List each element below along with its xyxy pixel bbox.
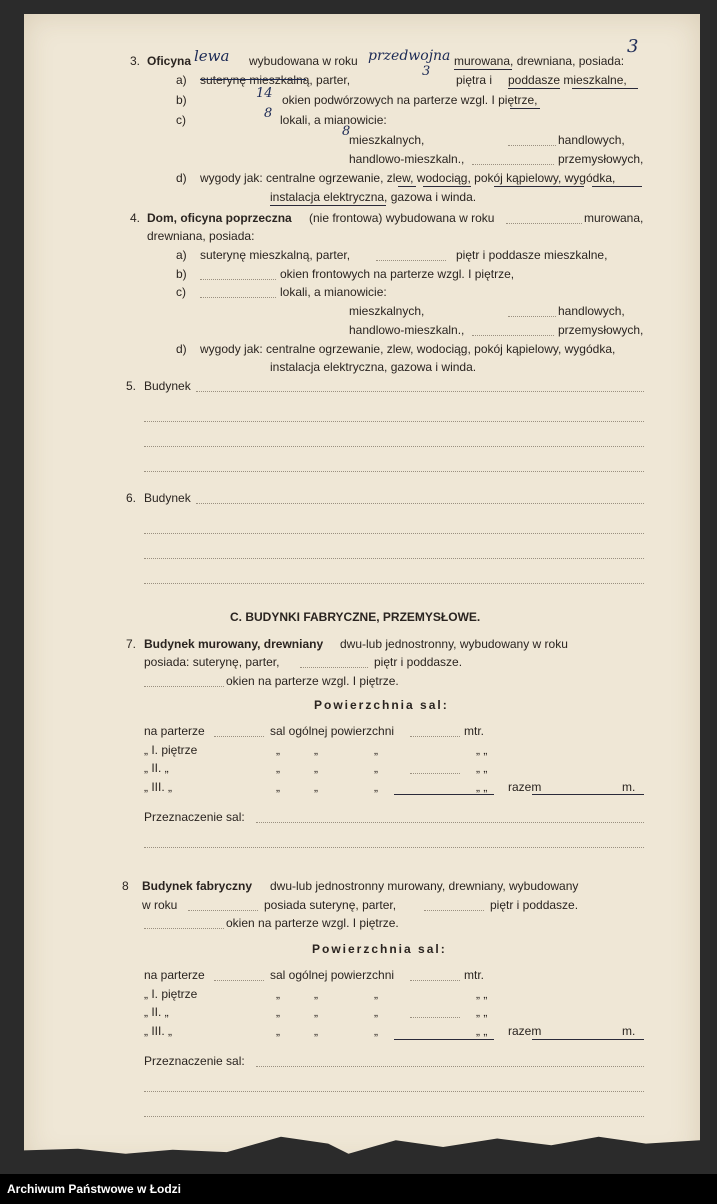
fill-line xyxy=(410,773,460,774)
text: sal ogólnej powierzchni xyxy=(270,968,395,982)
section-number: 8 xyxy=(122,879,129,893)
fill-line xyxy=(256,1066,644,1067)
text: sal ogólnej powierzchni xyxy=(270,724,395,738)
unit: m. xyxy=(622,780,636,794)
label: razem xyxy=(508,780,542,794)
section-title: Budynek fabryczny xyxy=(142,879,253,893)
ditto: „ xyxy=(374,987,378,1001)
text: posiada: suterynę, parter, xyxy=(144,655,280,669)
archive-credit: Archiwum Państwowe w Łodzi xyxy=(7,1182,182,1196)
item-label: c) xyxy=(176,285,186,299)
ditto: „ xyxy=(276,761,280,775)
text: instalacja elektryczna, gazowa i winda. xyxy=(270,360,477,374)
item-label: b) xyxy=(176,267,187,281)
ditto: „ xyxy=(276,987,280,1001)
fill-line xyxy=(144,1116,644,1117)
underline xyxy=(454,69,512,70)
footer-bar xyxy=(0,1174,717,1204)
ditto: „ xyxy=(374,1005,378,1019)
text: piętra i xyxy=(456,73,493,87)
section-title: Oficyna xyxy=(147,54,192,68)
ditto: „ „ xyxy=(476,780,488,794)
ditto: „ xyxy=(276,1005,280,1019)
fill-line xyxy=(144,533,644,534)
label: Przeznaczenie sal: xyxy=(144,1054,245,1068)
row-label: na parterze xyxy=(144,724,205,738)
document-page xyxy=(24,14,700,1164)
unit: mtr. xyxy=(464,724,484,738)
handwritten-field: 8 xyxy=(342,124,351,139)
section-title: Budynek murowany, drewniany xyxy=(144,637,324,651)
underline xyxy=(494,186,584,187)
text: dwu-lub jednostronny murowany, drewniany, wybudowany xyxy=(270,879,579,893)
text: wygody jak: centralne ogrzewanie, zlew, wodociąg, pokój kąpielowy, wygódka, xyxy=(200,342,616,356)
row-label: „ II. „ xyxy=(144,761,169,775)
unit: m. xyxy=(622,1024,636,1038)
text: wybudowana w roku xyxy=(249,54,358,68)
fill-line xyxy=(508,316,556,317)
ditto: „ xyxy=(276,1024,280,1038)
underline xyxy=(510,108,540,109)
text: okien na parterze wzgl. I piętrze. xyxy=(226,916,399,930)
ditto: „ xyxy=(314,743,318,757)
text: lokali, a mianowicie: xyxy=(280,113,387,127)
text: suterynę mieszkalną, parter, xyxy=(200,248,351,262)
handwritten-field: 3 xyxy=(422,64,431,79)
section-heading: C. BUDYNKI FABRYCZNE, PRZEMYSŁOWE. xyxy=(230,610,481,624)
ditto: „ „ xyxy=(476,1005,488,1019)
section-number: 4. xyxy=(130,211,141,225)
fill-line xyxy=(200,297,276,298)
ditto: „ xyxy=(374,1024,378,1038)
fill-line xyxy=(196,503,644,504)
text: drewniana, posiada: xyxy=(147,229,255,243)
text: murowana, xyxy=(584,211,644,225)
fill-line xyxy=(144,446,644,447)
fill-line xyxy=(256,822,644,823)
fill-line xyxy=(410,980,460,981)
text: handlowo-mieszkaln., xyxy=(349,152,465,166)
text: piętr i poddasze. xyxy=(490,898,579,912)
ditto: „ „ xyxy=(476,743,488,757)
fill-line xyxy=(472,335,554,336)
ditto: „ xyxy=(314,780,318,794)
row-label: „ II. „ xyxy=(144,1005,169,1019)
sum-line xyxy=(394,1039,494,1040)
fill-line xyxy=(144,928,224,929)
fill-line xyxy=(506,223,582,224)
fill-line xyxy=(144,558,644,559)
fill-line xyxy=(410,1017,460,1018)
fill-line xyxy=(144,1091,644,1092)
item-label: b) xyxy=(176,93,187,107)
fill-line xyxy=(144,847,644,848)
ditto: „ xyxy=(314,1024,318,1038)
handwritten-field: 14 xyxy=(256,86,273,101)
text: lokali, a mianowicie: xyxy=(280,285,387,299)
ditto: „ xyxy=(314,761,318,775)
strikethrough xyxy=(200,79,306,80)
handwritten-field: przedwojna xyxy=(368,48,451,64)
item-label: c) xyxy=(176,113,186,127)
ditto: „ xyxy=(374,761,378,775)
subheading: Powierzchnia sal: xyxy=(314,698,449,712)
handwritten-field: 8 xyxy=(264,106,273,121)
text: piętr i poddasze mieszkalne, xyxy=(456,248,608,262)
section-number: 3. xyxy=(130,54,141,68)
text: (nie frontowa) wybudowana w roku xyxy=(309,211,495,225)
fill-line xyxy=(144,583,644,584)
unit: mtr. xyxy=(464,968,484,982)
fill-line xyxy=(508,145,556,146)
sum-line xyxy=(394,794,494,795)
ditto: „ xyxy=(314,1005,318,1019)
fill-line xyxy=(300,667,368,668)
ditto: „ xyxy=(276,780,280,794)
fill-line xyxy=(214,980,264,981)
section-title: Budynek xyxy=(144,379,191,393)
row-label: na parterze xyxy=(144,968,205,982)
text: suterynę mieszkalną, parter, xyxy=(200,73,351,87)
text: murowana, drewniana, posiada: xyxy=(454,54,625,68)
underline xyxy=(270,205,386,206)
text: mieszkalnych, xyxy=(349,304,425,318)
row-label: „ III. „ xyxy=(144,1024,172,1038)
section-title: Dom, oficyna poprzeczna xyxy=(147,211,292,225)
text: w roku xyxy=(142,898,178,912)
fill-line xyxy=(188,910,258,911)
text: posiada suterynę, parter, xyxy=(264,898,397,912)
total-line xyxy=(532,794,644,795)
fill-line xyxy=(472,164,554,165)
ditto: „ „ xyxy=(476,1024,488,1038)
fill-line xyxy=(424,910,484,911)
text: okien frontowych na parterze wzgl. I piętrze, xyxy=(280,267,515,281)
text: dwu-lub jednostronny, wybudowany w roku xyxy=(340,637,568,651)
fill-line xyxy=(200,279,276,280)
fill-line xyxy=(144,471,644,472)
ditto: „ xyxy=(314,987,318,1001)
text: handlowych, xyxy=(558,133,625,147)
text: handlowych, xyxy=(558,304,625,318)
item-label: d) xyxy=(176,171,187,185)
ditto: „ xyxy=(374,743,378,757)
section-number: 5. xyxy=(126,379,137,393)
ditto: „ „ xyxy=(476,987,488,1001)
ditto: „ xyxy=(374,780,378,794)
text: instalacja elektryczna, gazowa i winda. xyxy=(270,190,477,204)
section-number: 7. xyxy=(126,637,137,651)
text: przemysłowych, xyxy=(558,323,644,337)
fill-line xyxy=(144,686,224,687)
row-label: „ III. „ xyxy=(144,780,172,794)
label: Przeznaczenie sal: xyxy=(144,810,245,824)
text: piętr i poddasze. xyxy=(374,655,463,669)
item-label: a) xyxy=(176,73,187,87)
text: okien podwórzowych na parterze wzgl. I piętrze, xyxy=(282,93,538,107)
item-label: d) xyxy=(176,342,187,356)
fill-line xyxy=(410,736,460,737)
fill-line xyxy=(144,421,644,422)
text: poddasze mieszkalne, xyxy=(508,73,627,87)
text: mieszkalnych, xyxy=(349,133,425,147)
ditto: „ „ xyxy=(476,761,488,775)
item-label: a) xyxy=(176,248,187,262)
underline xyxy=(398,186,416,187)
section-title: Budynek xyxy=(144,491,191,505)
underline xyxy=(508,88,560,89)
text: przemysłowych, xyxy=(558,152,644,166)
text: handlowo-mieszkaln., xyxy=(349,323,465,337)
underline xyxy=(572,88,638,89)
page-number-handwritten: 3 xyxy=(627,36,639,57)
underline xyxy=(592,186,642,187)
label: razem xyxy=(508,1024,542,1038)
subheading: Powierzchnia sal: xyxy=(312,942,447,956)
text: okien na parterze wzgl. I piętrze. xyxy=(226,674,399,688)
total-line xyxy=(532,1039,644,1040)
row-label: „ I. piętrze xyxy=(144,743,198,757)
underline xyxy=(423,186,471,187)
fill-line xyxy=(214,736,264,737)
row-label: „ I. piętrze xyxy=(144,987,198,1001)
handwritten-field: lewa xyxy=(194,47,230,65)
ditto: „ xyxy=(276,743,280,757)
section-number: 6. xyxy=(126,491,137,505)
fill-line xyxy=(196,391,644,392)
fill-line xyxy=(376,260,446,261)
text: wygody jak: centralne ogrzewanie, zlew, wodociąg, pokój kąpielowy, wygódka, xyxy=(200,171,616,185)
